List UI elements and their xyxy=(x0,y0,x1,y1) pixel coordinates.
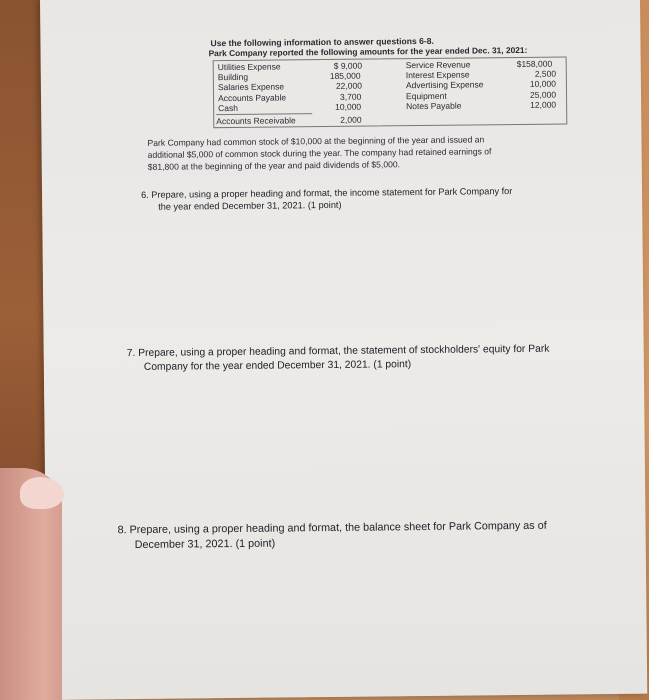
question-text: Prepare, using a proper heading and format, the income statement for Park Company for xyxy=(151,186,513,200)
account-value: 185,000 xyxy=(329,70,361,81)
account-value: $ 9,000 xyxy=(333,60,363,71)
stock-info-paragraph xyxy=(147,132,577,173)
account-value: 25,000 xyxy=(529,89,557,100)
account-label: Utilities Expense xyxy=(217,61,281,73)
account-value: 3,700 xyxy=(339,91,362,102)
intro-line-2: Park Company reported the following amounts for the year ended Dec. 31, 2021: xyxy=(208,44,528,59)
stock-info-line: additional $5,000 of common stock during the year. The company had retained earnings of xyxy=(147,146,492,160)
account-label: Accounts Payable xyxy=(217,92,287,104)
account-value: 10,000 xyxy=(335,101,362,112)
account-value: $158,000 xyxy=(516,58,553,70)
question-6 xyxy=(141,184,581,213)
stock-info-line: Park Company had common stock of $10,000 at the beginning of the year and issued an xyxy=(147,134,485,148)
question-7 xyxy=(127,342,617,375)
accounts-table xyxy=(213,56,568,128)
account-label: Equipment xyxy=(405,90,447,102)
account-label: Notes Payable xyxy=(406,100,462,112)
question-text: Prepare, using a proper heading and format, the statement of stockholders' equity for Park xyxy=(138,343,550,359)
account-label: Advertising Expense xyxy=(405,79,484,91)
question-number: 7. xyxy=(126,348,136,360)
question-text: Company for the year ended December 31, 2021. (1 point) xyxy=(143,359,412,373)
account-label: Building xyxy=(217,71,249,83)
intro-line-1: Use the following information to answer questions 6-8. xyxy=(210,35,434,49)
account-value: 2,000 xyxy=(340,114,362,125)
question-text: the year ended December 31, 2021. (1 point) xyxy=(158,199,342,212)
account-label: Service Revenue xyxy=(405,59,471,71)
question-number: 6. xyxy=(140,189,149,200)
question-text: Prepare, using a proper heading and format, the balance sheet for Park Company as of xyxy=(129,519,547,537)
question-text: December 31, 2021. (1 point) xyxy=(134,537,276,552)
account-value: 10,000 xyxy=(529,78,556,89)
stock-info-line: $81,800 at the beginning of the year and paid dividends of $5,000. xyxy=(147,159,401,172)
worksheet-page xyxy=(40,0,647,700)
account-label: Interest Expense xyxy=(405,69,470,81)
account-label: Salaries Expense xyxy=(217,81,285,93)
question-8 xyxy=(117,518,617,553)
thumbnail xyxy=(20,477,64,509)
account-label: Accounts Receivable xyxy=(216,113,312,126)
account-label: Cash xyxy=(218,102,239,114)
account-value: 2,500 xyxy=(534,68,557,79)
question-number: 8. xyxy=(117,524,127,537)
account-value: 12,000 xyxy=(530,99,557,110)
account-value: 22,000 xyxy=(335,80,362,91)
